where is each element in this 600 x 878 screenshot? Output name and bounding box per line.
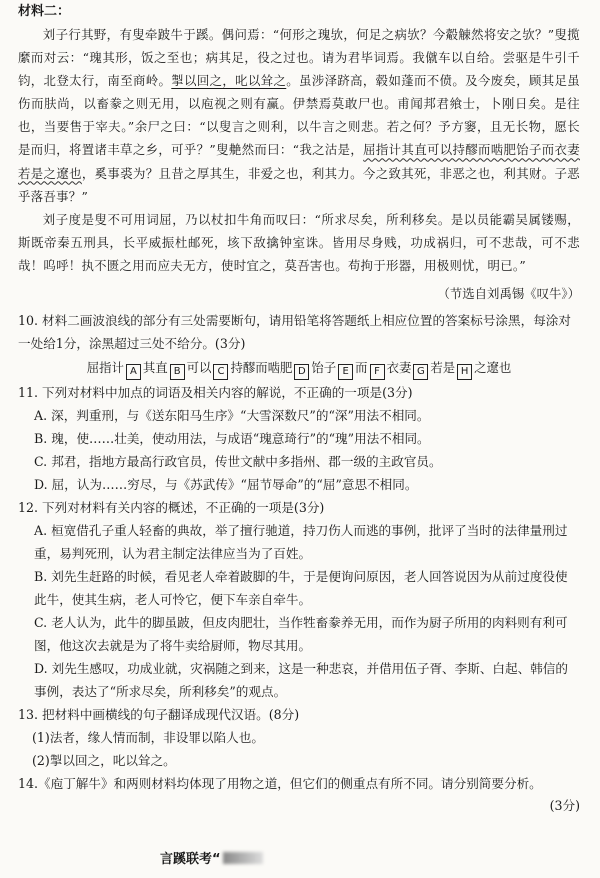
break-mark-A[interactable]: A: [126, 364, 141, 380]
underlined-sentence: 掣以回之，叱以耸之: [171, 73, 287, 89]
break-mark-B[interactable]: B: [170, 364, 185, 380]
source-citation: （节选自刘禹锡《叹牛》）: [437, 286, 580, 302]
question-10-stem: 10. 材料二画波浪线的部分有三处需要断句，请用铅笔将答题纸上相应位置的答案标号涂黑，每涂对一处给1分，涂黑超过三处不给分。(3分): [18, 313, 571, 352]
question-12-stem: 12. 下列对材料有关内容的概述，不正确的一项是(3分): [18, 500, 325, 516]
blurred-area: [223, 852, 263, 864]
mark-text: 饴子: [311, 360, 337, 376]
passage-paragraph-2: 刘子度是叟不可用词屈，乃以杖扣牛角而叹曰：“所求尽矣，所利移矣。是以员能霸吴属镂赐，斯既帝秦五刑具，长平威振杜邮死，垓下敌擒钟室诛。皆用尽身贱，功成祸归，可不悲哉，可不悲哉！呜呼！执不匮之用而应夫无方，使时宜之，莫吾害也。苟拘于形器，用极则忧，明已。”: [18, 211, 580, 273]
question-11-option-C: C. 邦君，指地方最高行政官员，传世文献中多指州、郡一级的主政官员。: [34, 454, 442, 470]
mark-text: 可以: [186, 360, 212, 376]
break-mark-E[interactable]: E: [338, 364, 353, 380]
question-13-sentence-1: (1)法者，缘人情而制，非设罪以陷人也。: [32, 730, 264, 746]
material-heading: 材料二：: [18, 4, 71, 19]
footer-text: 言蹊联考“: [160, 852, 221, 867]
wavy-underlined-sentence: 屈指计其直可以持醪而啮肥饴子而衣妻若是之遼也: [18, 142, 580, 181]
passage-text-1c: ，奚事裘为？且昔之厚其生，非爱之也，利其力。今之致其死，非恶之也，利其财。子恶乎落吾事？”: [18, 165, 580, 204]
break-mark-H[interactable]: H: [457, 364, 472, 380]
footer-label: [160, 848, 263, 867]
sentence-break-marks: [18, 356, 580, 380]
question-12-option-C: C. 老人认为，此牛的脚虽跛，但皮肉肥壮，当作牲畜豢养无用，而作为厨子所用的肉料则有利可图，他这次去就是为了将牛卖给厨师，物尽其用。: [34, 615, 568, 654]
question-13-sentence-2: (2)掣以回之，叱以耸之。: [32, 753, 176, 769]
question-13-stem: 13. 把材料中画横线的句子翻译成现代汉语。(8分): [18, 707, 300, 723]
break-mark-D[interactable]: D: [294, 364, 309, 380]
break-mark-F[interactable]: F: [370, 364, 385, 380]
mark-text: 其直: [142, 360, 168, 376]
question-14-score: (3分): [549, 798, 580, 814]
question-14-stem: 14.《庖丁解牛》和两则材料均体现了用物之道，但它们的侧重点有所不同。请分别简要分析。: [18, 776, 542, 792]
passage-text-1a: 刘子行其野，有叟牵跛牛于蹊。偶问焉：“何形之瑰欤，何足之病欤？今觳觫然将安之欤？”叟揽縻而对云：“瑰其形，饭之至也；病其足，役之过也。请为君毕词焉。我僦车以自给。尝驱是牛引千钧，北登太行，南至商岭。: [18, 27, 580, 89]
mark-text: 持醪而啮肥: [230, 360, 293, 376]
mark-text: 衣妻: [386, 360, 412, 376]
mark-text: 屈指计: [86, 360, 124, 376]
question-12-option-A: A. 桓宽借孔子重人轻畜的典故，举了擅行驰道，持刀伤人而逃的事例，批评了当时的法律量刑过重，易判死刑，认为君主制定法律应当为了百姓。: [34, 523, 568, 562]
passage-text-1b: 。虽涉泽跻高，毂如蓬而不偾。及今废矣，顾其足虽伤而肤尚，以畜豢之则无用，以庖视之则有赢。伊禁焉莫敢尸也。甫闻邦君飨士，卜刚日矣。是往也，当要售于宰夫。”余尸之曰：“以叟言之则利，以牛言之则悲。若之何？予方窭，且无长物，愿长是而归，将置诸丰草之乡，可乎？”叟艴然而曰：“我之沽是，: [18, 73, 580, 158]
question-11-stem: 11. 下列对材料中加点的词语及相关内容的解说，不正确的一项是(3分): [18, 385, 413, 401]
passage-paragraph-1: [18, 23, 580, 208]
question-11-option-A: A. 深，判重刑，与《送东阳马生序》“大雪深数尺”的“深”用法不相同。: [34, 408, 430, 424]
mark-text: 若是: [430, 360, 456, 376]
break-mark-G[interactable]: G: [413, 364, 428, 380]
question-12-option-D: D. 刘先生感叹，功成业就，灾祸随之到来，这是一种悲哀，并借用伍子胥、李斯、白起、韩信的事例，表达了“所求尽矣，所利移矣”的观点。: [34, 661, 568, 700]
question-11-option-D: D. 屈，认为……穷尽，与《苏武传》“屈节辱命”的“屈”意思不相同。: [34, 477, 418, 493]
question-11-option-B: B. 瑰，使……壮美，使动用法，与成语“瑰意琦行”的“瑰”用法不相同。: [34, 431, 430, 447]
mark-text: 之遼也: [474, 360, 512, 376]
question-12-option-B: B. 刘先生赶路的时候，看见老人牵着跛脚的牛，于是便询问原因，老人回答说因为从前过度役使此牛，使其生病，老人可怜它，便下车亲自牵牛。: [34, 569, 568, 608]
mark-text: 而: [355, 360, 368, 376]
break-mark-C[interactable]: C: [213, 364, 228, 380]
